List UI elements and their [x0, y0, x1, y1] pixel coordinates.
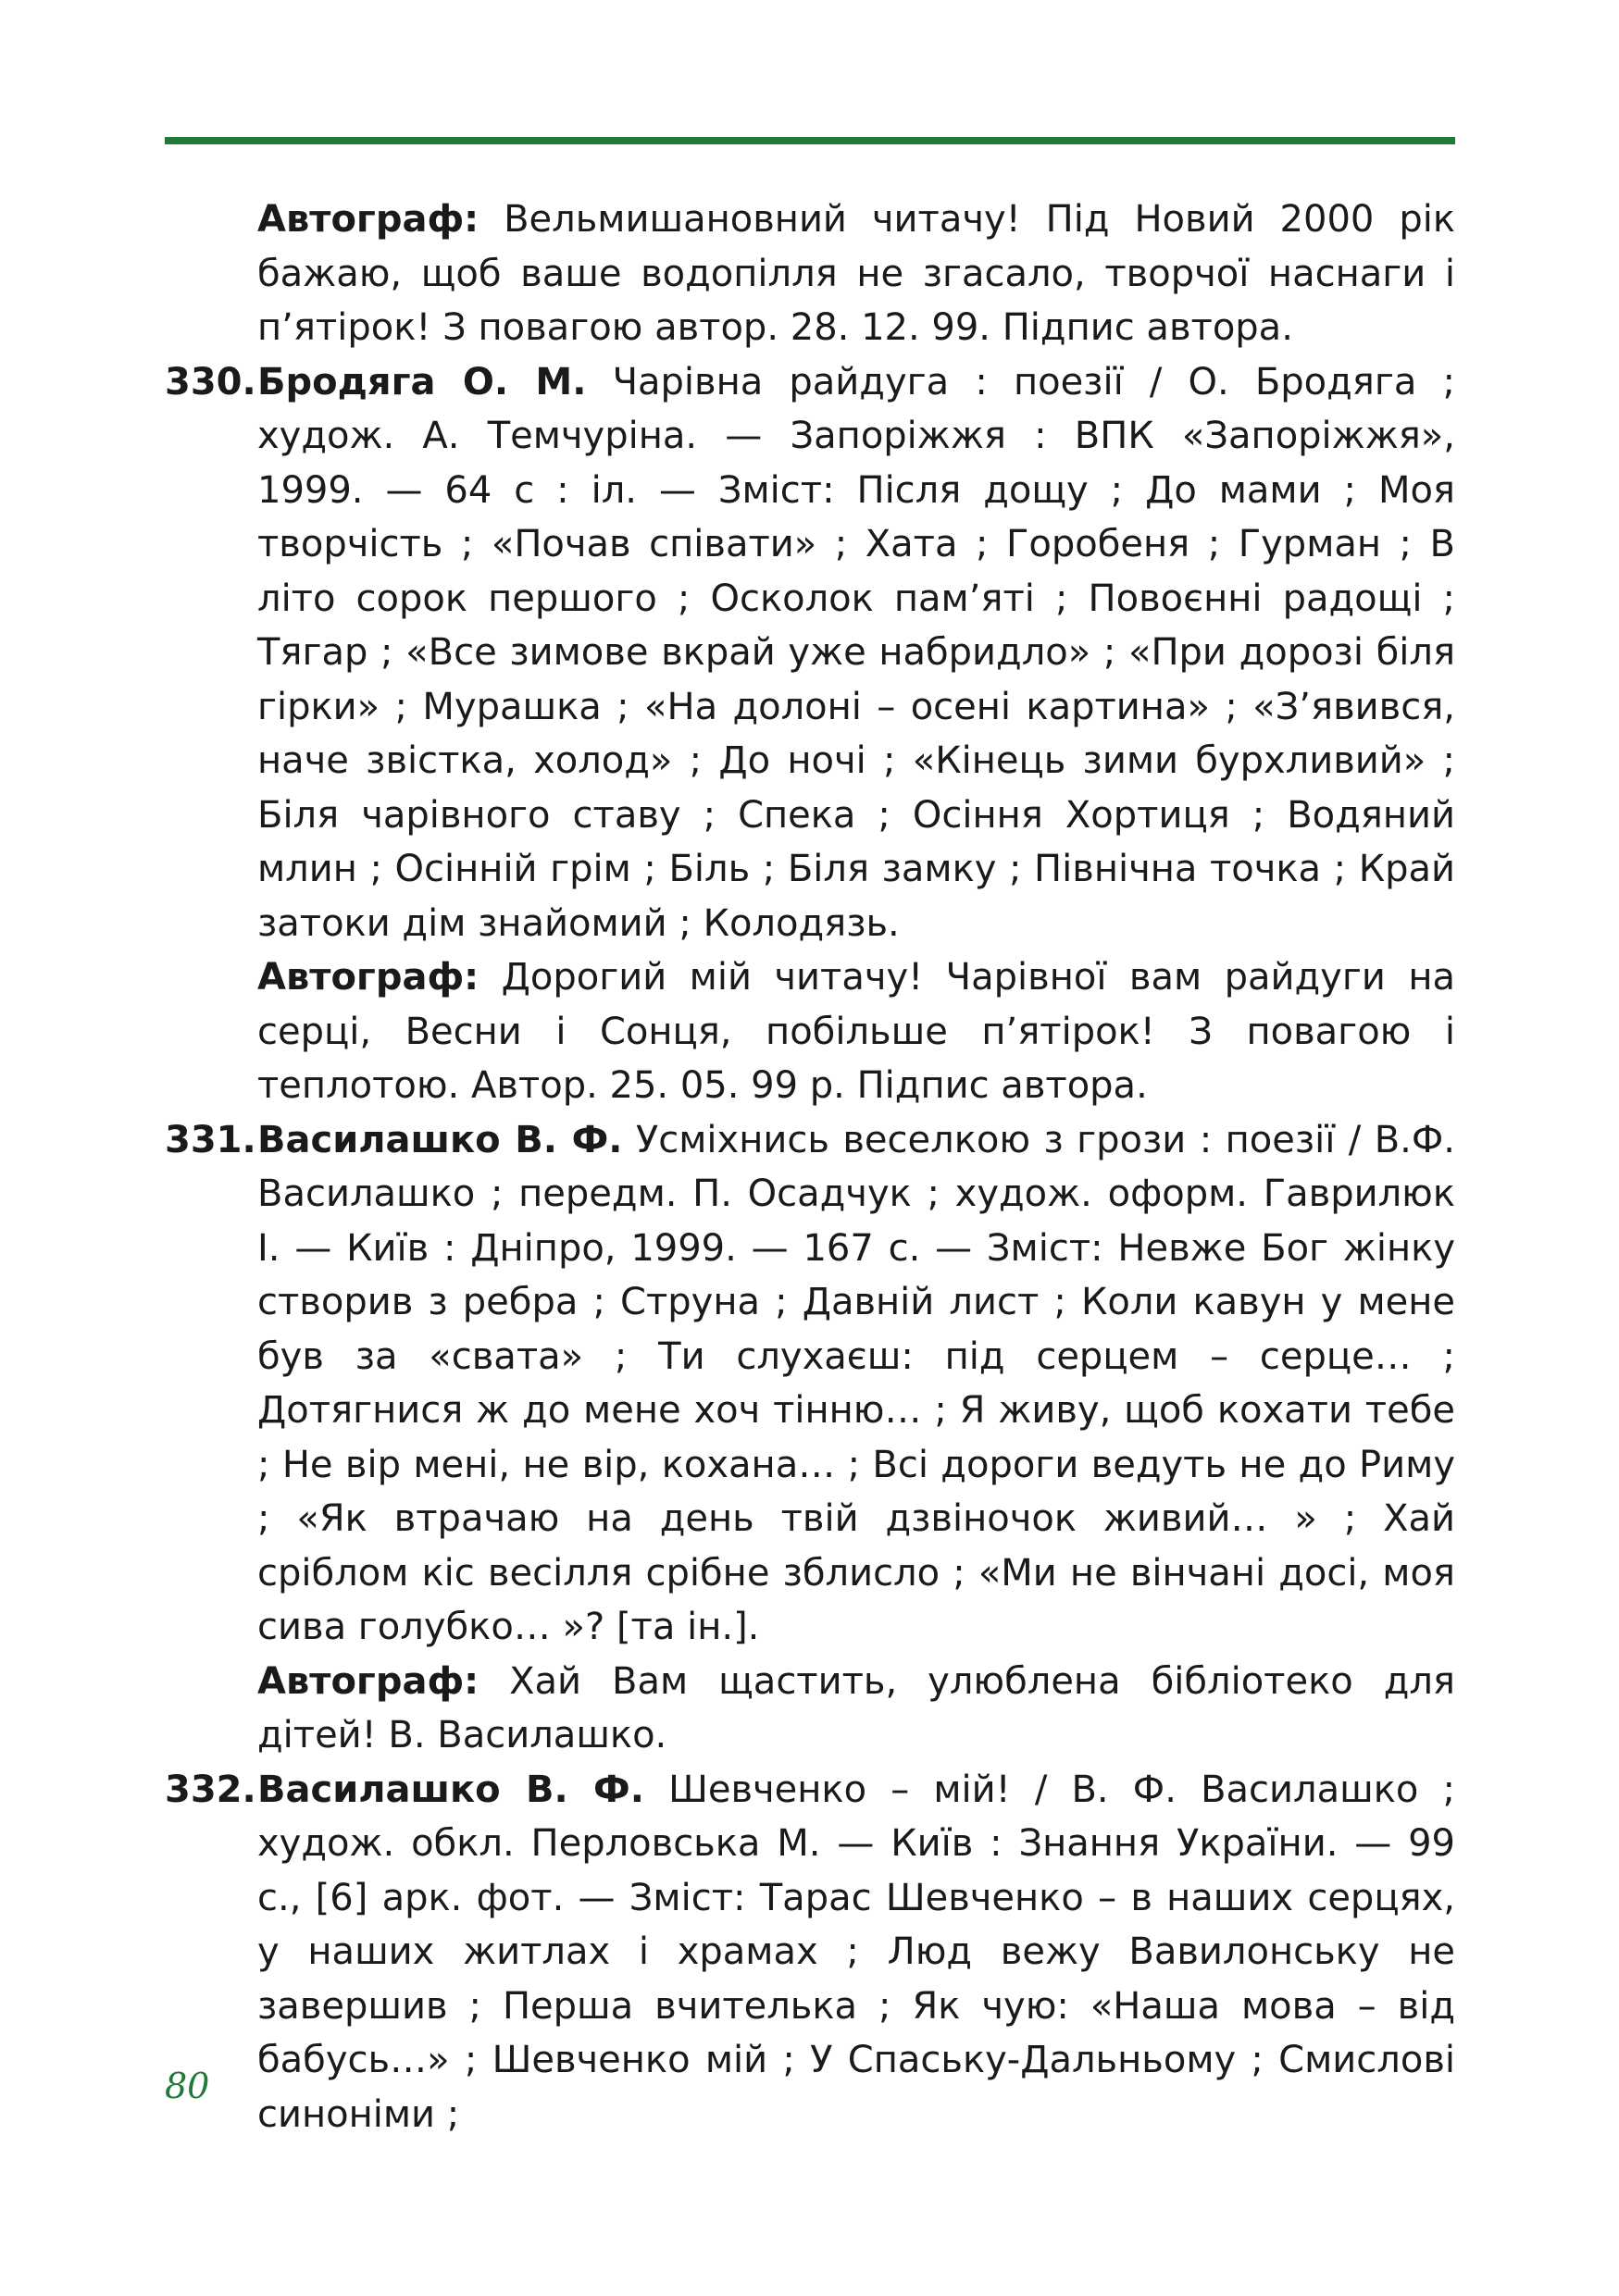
entry-author: Бродяга О. М. — [257, 360, 587, 403]
entry-331 — [165, 1113, 1455, 1763]
continuation-autograph — [165, 192, 1455, 355]
entry-description — [165, 1113, 1455, 1655]
entry-description — [165, 1763, 1455, 2142]
entry-author: Василашко В. Ф. — [257, 1768, 644, 1811]
entry-332 — [165, 1763, 1455, 2142]
autograph-text: Хай Вам щастить, улюблена бібліотеко для дітей! В. Василашко. — [257, 1659, 1455, 1756]
entry-text: Усміхнись веселкою з грози : поезії / В.Ф. Василашко ; передм. П. Осадчук ; худож. оформ. Гаврилюк І. — Київ : Дніпро, 1999. — 167 с. — Зміст: Невже Бог жінку створив з ребра ; Струна ; Давній лист ; Коли кавун у мене був за «свата» ; Ти слухаєш: під серцем – серце… ; Дотягнися ж до мене хоч тінню… ; Я живу, щоб кохати тебе ; Не вір мені, не вір, кохана… ; Всі дороги ведуть не до Риму ; «Як втрачаю на день твій дзвіночок живий… » ; Хай сріблом кіс весілля срібне зблисло ; «Ми не вінчані досі, моя сива голубко… »? [та ін.]. — [257, 1118, 1455, 1648]
entry-number: 330. — [165, 360, 256, 403]
entry-autograph — [165, 1655, 1455, 1763]
autograph-label: Автограф: — [257, 1659, 479, 1703]
autograph-text: Вельмишановний читачу! Під Новий 2000 рік бажаю, щоб ваше водопілля не згасало, творчої наснаги і п’ятірок! З повагою автор. 28. 12. 99. Підпис автора. — [257, 198, 1455, 349]
entry-description — [165, 355, 1455, 951]
page-content — [165, 192, 1455, 2141]
entry-author: Василашко В. Ф. — [257, 1118, 623, 1161]
autograph-label: Автограф: — [257, 198, 479, 241]
entry-number: 332. — [165, 1768, 256, 1811]
entry-text: Чарівна райдуга : поезії / О. Бродяга ; худож. А. Темчуріна. — Запоріжжя : ВПК «Запоріжжя», 1999. — 64 с : іл. — Зміст: Після дощу ; До мами ; Моя творчість ; «Почав співати» ; Хата ; Горобеня ; Гурман ; В літо сорок першого ; Осколок пам’яті ; Повоєнні радощі ; Тягар ; «Все зимове вкрай уже набридло» ; «При дорозі біля гірки» ; Мурашка ; «На долоні – осені картина» ; «З’явився, наче звістка, холод» ; До ночі ; «Кінець зими бурхливий» ; Біля чарівного ставу ; Спека ; Осіння Хортиця ; Водяний млин ; Осінній грім ; Біль ; Біля замку ; Північна точка ; Край затоки дім знайомий ; Колодязь. — [257, 360, 1456, 945]
top-rule — [165, 137, 1455, 144]
autograph-label: Автограф: — [257, 956, 479, 999]
entry-autograph — [165, 950, 1455, 1113]
entry-number: 331. — [165, 1118, 256, 1161]
autograph-text: Дорогий мій читачу! Чарівної вам райдуги на серці, Весни і Сонця, побільше п’ятірок! З повагою і теплотою. Автор. 25. 05. 99 р. Підпис автора. — [257, 956, 1455, 1107]
page-number: 80 — [165, 2066, 210, 2106]
entry-330 — [165, 355, 1455, 1113]
entry-text: Шевченко – мій! / В. Ф. Василашко ; худож. обкл. Перловська М. — Київ : Знання України. — 99 с., [6] арк. фот. — Зміст: Тарас Шевченко – в наших серцях, у наших житлах і храмах ; Люд вежу Вавилонську не завершив ; Перша вчителька ; Як чую: «Наша мова – від бабусь…» ; Шевченко мій ; У Спаську-Дальньому ; Смислові синоніми ; — [257, 1768, 1455, 2136]
